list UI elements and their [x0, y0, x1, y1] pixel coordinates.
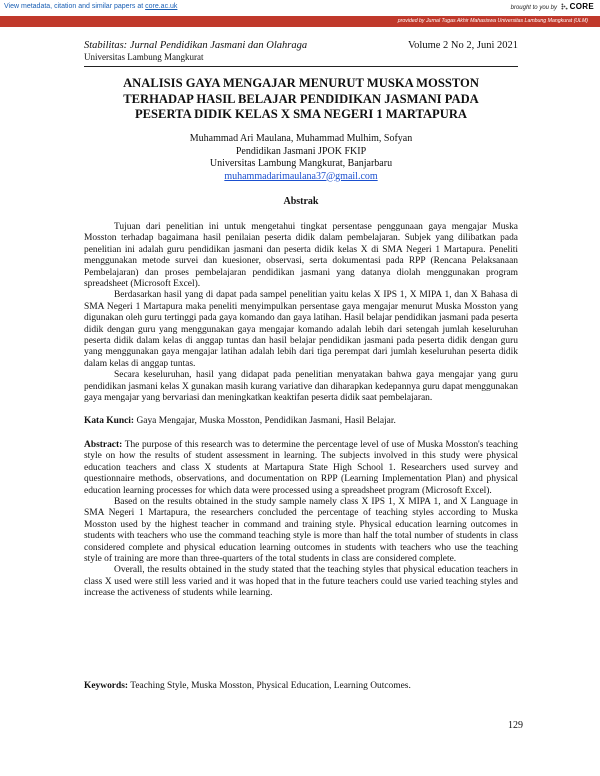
kata-kunci-values: Gaya Mengajar, Muska Mosston, Pendidikan Jasmani, Hasil Belajar.	[134, 416, 396, 426]
core-brand-name: CORE	[569, 2, 594, 11]
abstrak-paragraph: Berdasarkan hasil yang di dapat pada sampel penelitian yaitu kelas X IPS 1, X MIPA 1, dan X Bahasa di SMA Negeri 1 Martapura maka peneliti menyimpulkan persentase gaya mengajar menurut Muska Mosston yang digunakan oleh guru tertinggi pada gaya komando dan gaya latihan. Hasil belajar pendidikan jasmani pada peserta didik dengan guru yang menggunakan gaya mengajar komando adalah lebih dari setengah jumlah keseluruhan peserta didik dalam kelas di anggap tuntas dan hasil belajar pendidikan jasmani pada peserta didik dengan guru yang menggunakan gaya mengajar latihan adalah lebih dari tiga perempat dari jumlah keseluruhan peserta didik dalam kelas di anggap tuntas.	[84, 290, 518, 369]
core-brought-by: brought to you by	[510, 5, 557, 11]
abstrak-paragraph: Secara keseluruhan, hasil yang didapat pada penelitian menyatakan bahwa gaya mengajar yang guru pendidikan jasmani kelas X gunakan masih kurang variative dan diharapkan kedepannya guru dapat menggunakan gaya mengajar yang bervariasi dan meningkatkan keaktifan peserta didik saat pembelajaran.	[84, 370, 518, 404]
title-line: ANALISIS GAYA MENGAJAR MENURUT MUSKA MOSSTON	[123, 76, 479, 90]
journal-university: Universitas Lambung Mangkurat	[84, 52, 204, 62]
core-brand[interactable]	[511, 2, 594, 11]
abstract-paragraph: Overall, the results obtained in the study stated that the teaching styles that physical education teachers in class X used were still less varied and it was hoped that in the future teachers could use varied teaching styles and increase the activeness of students while learning.	[84, 565, 518, 599]
header-divider	[84, 66, 518, 67]
journal-title: Stabilitas: Jurnal Pendidikan Jasmani dan Olahraga	[84, 40, 308, 51]
title-line: TERHADAP HASIL BELAJAR PENDIDIKAN JASMANI PADA	[123, 91, 479, 106]
kata-kunci-label: Kata Kunci:	[84, 416, 135, 426]
title-line: PESERTA DIDIK KELAS X SMA NEGERI 1 MARTAPURA	[134, 107, 468, 121]
paper-title	[84, 76, 518, 123]
journal-header	[84, 40, 518, 62]
keywords	[84, 681, 518, 692]
abstract-label: Abstract:	[84, 440, 123, 450]
core-logo-icon	[561, 3, 568, 10]
author-affiliation: Universitas Lambung Mangkurat, Banjarbaru	[209, 158, 393, 169]
core-link-site[interactable]: core.ac.uk	[145, 3, 178, 10]
author-names: Muhammad Ari Maulana, Muhammad Mulhim, Sofyan	[189, 133, 413, 144]
author-email-link[interactable]: muhammadarimaulana37@gmail.com	[224, 170, 378, 182]
journal-volume: Volume 2 No 2, Juni 2021	[407, 40, 518, 51]
kata-kunci	[84, 416, 518, 427]
abstrak-body	[84, 222, 518, 405]
provided-by-bar	[0, 16, 600, 27]
abstract-paragraph	[84, 440, 518, 497]
abstrak-heading: Abstrak	[283, 196, 319, 207]
author-department: Pendidikan Jasmani JPOK FKIP	[235, 145, 367, 157]
abstract-body	[84, 440, 518, 600]
core-metadata-link[interactable]	[4, 3, 177, 10]
core-link-prefix: View metadata, citation and similar papers at	[4, 3, 146, 10]
abstract-paragraph: Based on the results obtained in the study sample namely class X IPS 1, X MIPA 1, and X Language in SMA Negeri 1 Martapura, the researchers concluded the percentage of teaching styles according to Muska Mosston used by the highest teacher in command and training style. Physical education learning outcomes in students with teachers who use the command teaching style is more than half the total number of students in class considered complete and physical education learning outcomes in students with teachers who use the teaching style of training are more than three-quarters of the total students in class are considered complete.	[84, 497, 518, 565]
abstract-first-text: The purpose of this research was to determine the percentage level of use of Muska Mosston's teaching style on how the results of student assessment in learning. The subjects involved in this study were physical education teachers and class X students at Martapura State High School 1. Researchers used survey and questionnaire methods, observations, and documentation on RPP (Learning Implementation Plan) and physical education learning processes for which data were processed using a spreadsheet program (Microsoft Excel).	[84, 440, 518, 496]
page-number: 129	[508, 720, 523, 731]
keywords-values: Teaching Style, Muska Mosston, Physical Education, Learning Outcomes.	[128, 681, 411, 691]
author-block	[84, 133, 518, 183]
provided-by-text[interactable]: provided by Jurnal Tugas Akhir Mahasiswa Universitas Lambung Mangkurat (ULM)	[397, 18, 588, 24]
keywords-label: Keywords:	[84, 681, 129, 691]
abstrak-paragraph: Tujuan dari penelitian ini untuk mengetahui tingkat persentase penggunaan gaya mengajar Muska Mosston terhadap bagaimana hasil penilaian peserta didik dalam pembelajaran. Subjek yang dilibatkan pada penelitian ini adalah guru pendidikan jasmani dan peserta didik kelas X di SMA Negeri 1 Martapura. Peneliti menggunakan metode survei dan kuesioner, observasi, serta dokumentasi pada RPP (Rencana Pelaksanaan Pembelajaran) dan proses pembelajaran pendidikan jasmani yang datanya diolah menggunakan program spreadsheet (Microsoft Excel).	[84, 222, 518, 290]
core-banner	[0, 0, 600, 14]
